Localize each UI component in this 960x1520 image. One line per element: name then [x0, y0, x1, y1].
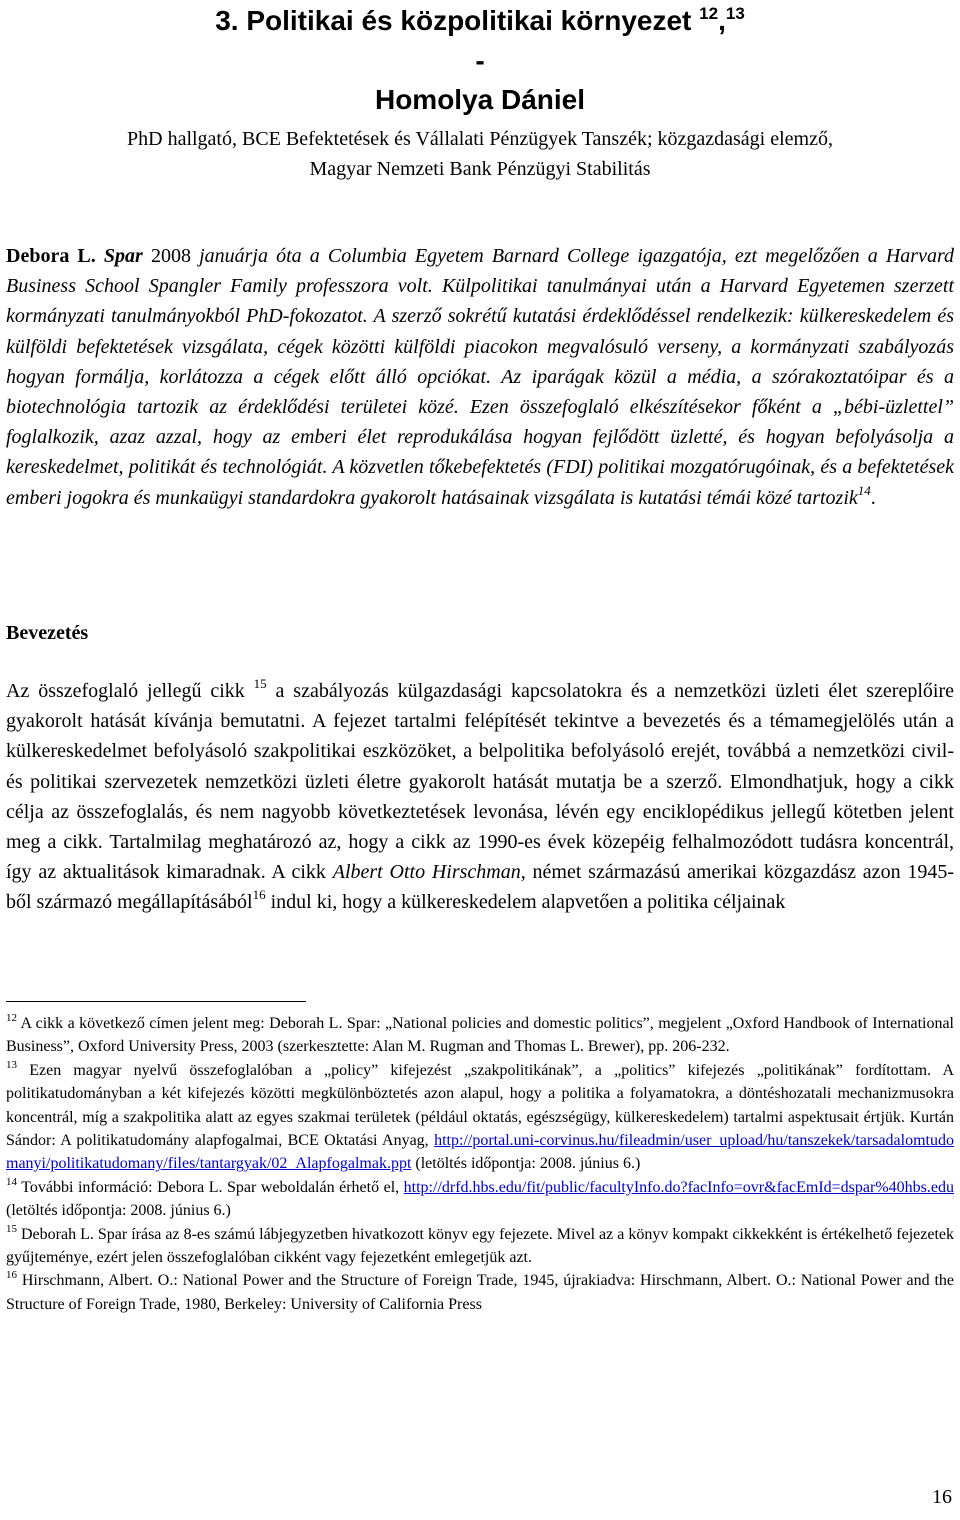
page-number: 16 [932, 1486, 952, 1508]
intro-text-3: , német származású amerikai közgazdász azon 1945-ből származó megállapításából [6, 861, 955, 914]
footnote-link[interactable]: http://portal.uni-corvinus.hu/fileadmin/user_upload/hu/tanszekek/tarsadalomtudomanyi/politikatudomany/files/tantargyak/02_Alapfogalmak.ppt [6, 1132, 954, 1173]
bio-name-first: Debora L. [6, 245, 96, 267]
bio-year: 2008 [150, 245, 191, 267]
footnote-text: (letöltés időpontja: 2008. június 6.) [411, 1155, 641, 1173]
footnote-13 [6, 1059, 954, 1176]
chapter-title [6, 4, 954, 37]
bio-text: januárja óta a Columbia Egyetem Barnard College igazgatója, ezt megelőzően a Harvard Business School Spangler Family professzora volt. Külpolitikai tanulmányai után a Harvard Egyetemen szerzett kormányzati tanulmányokból PhD-fokozatot. A szerző sokrétű kutatási érdeklődéssel rendelkezik: külkereskedelem és külföldi befektetések vizsgálata, cégek közötti külföldi piacokon megvalósuló verseny, a kormányzati szabályozás hogyan formálja, korlátozza a cégek előtt álló opciókat. Az iparágak közül a média, a szórakoztatóipar és a biotechnológia tartozik az érdeklődési területei közé. Ezen összefoglaló elkészítésekor főként a „bébi-üzlettel” foglalkozik, azaz azzal, hogy az emberi élet reprodukálása hogyan fejlődött üzletté, és hogyan befolyásolja a kereskedelmet, politikát és technológiát. A közvetlen tőkebefektetés (FDI) politikai mozgatórugóinak, és a befektetések emberi jogokra és munkaügyi standardokra gyakorolt hatásainak vizsgálata is kutatási témái közé tartozik [6, 245, 955, 509]
footnote-text: (letöltés időpontja: 2008. június 6.) [6, 1202, 231, 1220]
document-page [6, 0, 954, 1520]
section-heading-introduction: Bevezetés [6, 622, 89, 644]
author-bio-paragraph [6, 241, 954, 513]
bio-end: . [870, 486, 876, 509]
footnote-number: 16 [6, 1269, 17, 1282]
footnote-ref-12[interactable]: 12 [699, 4, 719, 23]
footnote-number: 12 [6, 1012, 17, 1024]
intro-text-1: Az összefoglaló jellegű cikk [6, 680, 245, 702]
footnote-ref-16[interactable]: 16 [252, 887, 266, 903]
footnote-ref-14[interactable]: 14 [857, 482, 871, 498]
footnote-ref-15[interactable]: 15 [253, 676, 267, 691]
bio-name-last: Spar [103, 245, 143, 267]
footnote-text: Ezen magyar nyelvű összefoglalóban a „policy” kifejezést „szakpolitikának”, a „politics” kifejezés „politikának” fordítottam. A politikatudományban a két kifejezés közötti megkülönböztetés azon alapul, hogy a politika a folyamatokra, a döntéshozatali mechanizmusokra koncentrál, míg a szakpolitika alatt az egyes szakmai területek (például oktatás, egészségügy, külkereskedelem) tartalmi aspektusait értjük. Kurtán Sándor: A politikatudomány alapfogalmai, BCE Oktatási Anyag, [6, 1061, 954, 1150]
footnote-16 [6, 1269, 954, 1316]
footnote-14 [6, 1176, 954, 1223]
introduction-paragraph [6, 676, 954, 918]
affiliation-line-2: Magyar Nemzeti Bank Pénzügyi Stabilitás [309, 158, 651, 180]
footnote-ref-separator: , [718, 5, 726, 36]
intro-text-4: indul ki, hogy a külkereskedelem alapvetően a politika céljainak [265, 891, 786, 914]
footnote-text: Hirschmann, Albert. O.: National Power and the Structure of Foreign Trade, 1945, újrakiadva: Hirschmann, Albert. O.: National Power and the Structure of Foreign Trade, 1980, Berkeley: University of California Press [6, 1272, 954, 1313]
intro-text-2: a szabályozás külgazdasági kapcsolatokra és a nemzetközi üzleti élet szereplőire gyakorolt hatását kívánja bemutatni. A fejezet tartalmi felépítését tekintve a bevezetés és a témamegjelölés után a külkereskedelmet befolyásoló szakpolitikai eszközöket, a belpolitika befolyásoló erejét, továbbá a nemzetközi civil- és politikai szervezetek nemzetközi üzleti életre gyakorolt hatását mutatja be a szerző. Elmondhatjuk, hogy a cikk célja az összefoglalás, és nem nagyobb következtetések levonása, lévén egy enciklopédikus jellegű kötetben jelent meg a cikk. Tartalmilag meghatározó az, hogy a cikk az 1990-es évek közepéig felhalmozódott tudásra koncentrál, így az aktualitások kimaradnak. A cikk [6, 680, 954, 884]
author-name: Homolya Dániel [374, 84, 586, 115]
title-dash: - [475, 45, 485, 76]
affiliation-line-1: PhD hallgató, BCE Befektetések és Vállalati Pénzügyek Tanszék; közgazdasági elemző, [127, 128, 833, 150]
footnote-ref-13[interactable]: 13 [725, 4, 745, 23]
footnote-text: Deborah L. Spar írása az 8-es számú lábjegyzetben hivatkozott könyv egy fejezete. Mivel az a könyv kompakt cikkekként is értékelhető fejezetek gyűjteménye, ezért jelen összefoglalóban cikként vagy fejezetként emlegetjük azt. [6, 1225, 954, 1267]
footnote-number: 15 [6, 1222, 17, 1235]
footnotes [6, 1012, 954, 1316]
footnote-text: A cikk a következő címen jelent meg: Deborah L. Spar: „National policies and domestic politics”, megjelent „Oxford Handbook of International Business”, Oxford University Press, 2003 (szerkesztette: Alan M. Rugman and Thomas L. Brewer), pp. 206-232. [6, 1015, 954, 1056]
footnote-separator [6, 1001, 306, 1002]
footnote-15 [6, 1223, 954, 1270]
author-affiliation [6, 124, 954, 184]
footnote-text: További információ: Debora L. Spar weboldalán érhető el, [17, 1178, 404, 1196]
hirschman-name: Albert Otto Hirschman [332, 861, 521, 884]
footnote-12 [6, 1012, 954, 1059]
footnote-number: 14 [6, 1175, 17, 1188]
footnote-link[interactable]: http://drfd.hbs.edu/fit/public/facultyInfo.do?facInfo=ovr&facEmId=dspar%40hbs.edu [403, 1178, 954, 1196]
footnote-number: 13 [6, 1058, 17, 1071]
chapter-title-text: 3. Politikai és közpolitikai környezet [215, 5, 692, 36]
